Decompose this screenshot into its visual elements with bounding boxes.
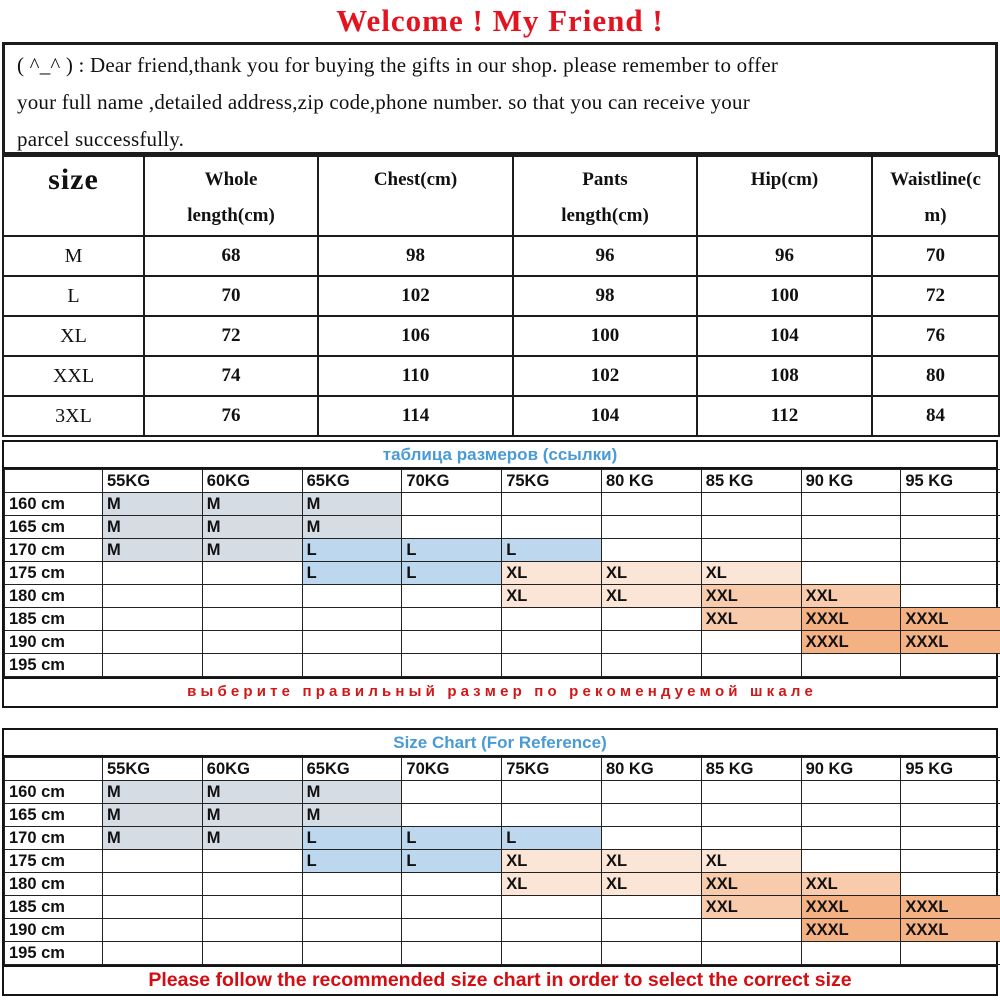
empty-cell: [801, 942, 901, 965]
height-label-cell: 190 cm: [5, 919, 103, 942]
size-value-cell: 70: [872, 236, 999, 276]
height-label-cell: 160 cm: [5, 493, 103, 516]
size-value-cell: 114: [318, 396, 513, 436]
empty-cell: [801, 781, 901, 804]
recommended-size-cell: XL: [502, 850, 602, 873]
size-value-cell: 104: [697, 316, 872, 356]
empty-cell: [601, 896, 701, 919]
height-label-cell: 180 cm: [5, 585, 103, 608]
size-table-row: [3, 236, 999, 276]
empty-cell: [601, 608, 701, 631]
recommended-size-cell: L: [502, 539, 602, 562]
size-value-cell: 98: [318, 236, 513, 276]
size-value-cell: 98: [513, 276, 697, 316]
empty-cell: [601, 781, 701, 804]
empty-cell: [701, 804, 801, 827]
greeting-line: ( ^_^ ) : Dear friend,thank you for buying the gifts in our shop. please remember to offer: [17, 53, 779, 77]
size-value-cell: 104: [513, 396, 697, 436]
height-row: [5, 654, 1000, 677]
recommended-size-cell: XL: [502, 873, 602, 896]
recommended-size-cell: XXXL: [901, 608, 1000, 631]
empty-cell: [601, 631, 701, 654]
empty-cell: [202, 654, 302, 677]
empty-cell: [402, 631, 502, 654]
weight-header-cell: 95 KG: [901, 470, 1000, 493]
empty-cell: [402, 919, 502, 942]
empty-cell: [601, 516, 701, 539]
empty-cell: [901, 585, 1000, 608]
size-value-cell: 76: [144, 396, 318, 436]
recommended-size-cell: XXL: [701, 896, 801, 919]
size-label-cell: 3XL: [3, 396, 144, 436]
empty-cell: [402, 804, 502, 827]
recommended-size-cell: L: [302, 539, 402, 562]
recommended-size-cell: M: [103, 516, 203, 539]
empty-cell: [701, 539, 801, 562]
empty-cell: [502, 781, 602, 804]
recommended-size-cell: L: [302, 562, 402, 585]
height-label-cell: 160 cm: [5, 781, 103, 804]
weight-header-cell: 55KG: [103, 470, 203, 493]
empty-cell: [202, 562, 302, 585]
empty-cell: [103, 562, 203, 585]
empty-cell: [901, 942, 1000, 965]
size-value-cell: 74: [144, 356, 318, 396]
size-value-cell: 102: [318, 276, 513, 316]
empty-cell: [402, 608, 502, 631]
empty-cell: [801, 827, 901, 850]
empty-cell: [202, 608, 302, 631]
height-row: [5, 850, 1000, 873]
recommended-size-cell: XXL: [701, 585, 801, 608]
weight-header-cell: 65KG: [302, 470, 402, 493]
empty-cell: [901, 516, 1000, 539]
recommended-size-cell: M: [202, 827, 302, 850]
weight-header-cell: 70KG: [402, 758, 502, 781]
weight-header-cell: 65KG: [302, 758, 402, 781]
empty-cell: [601, 827, 701, 850]
recommended-size-cell: M: [302, 516, 402, 539]
size-chart-english-title: Size Chart (For Reference): [4, 730, 996, 757]
weight-header-cell: 60KG: [202, 470, 302, 493]
height-row: [5, 493, 1000, 516]
recommended-size-cell: L: [402, 539, 502, 562]
size-value-cell: 70: [144, 276, 318, 316]
recommended-size-cell: M: [302, 804, 402, 827]
height-label-cell: 170 cm: [5, 539, 103, 562]
empty-cell: [103, 585, 203, 608]
height-row: [5, 827, 1000, 850]
size-value-cell: 72: [144, 316, 318, 356]
empty-cell: [202, 850, 302, 873]
empty-cell: [103, 631, 203, 654]
empty-cell: [103, 850, 203, 873]
recommended-size-cell: M: [103, 827, 203, 850]
greeting-box: [2, 42, 998, 155]
empty-cell: [901, 493, 1000, 516]
empty-cell: [901, 804, 1000, 827]
size-label-cell: M: [3, 236, 144, 276]
weight-header-cell: 90 KG: [801, 758, 901, 781]
empty-cell: [502, 919, 602, 942]
height-row: [5, 516, 1000, 539]
empty-cell: [103, 919, 203, 942]
size-chart-russian-grid: [4, 469, 1000, 677]
size-label-cell: XL: [3, 316, 144, 356]
recommended-size-cell: M: [202, 516, 302, 539]
recommended-size-cell: L: [302, 850, 402, 873]
size-chart-russian-title: таблица размеров (ссылки): [4, 442, 996, 469]
empty-cell: [801, 539, 901, 562]
empty-cell: [701, 781, 801, 804]
height-label-cell: 165 cm: [5, 804, 103, 827]
empty-cell: [302, 873, 402, 896]
empty-cell: [402, 896, 502, 919]
size-measurements-table: [2, 155, 1000, 437]
recommended-size-cell: L: [502, 827, 602, 850]
height-label-cell: 185 cm: [5, 608, 103, 631]
height-label-cell: 190 cm: [5, 631, 103, 654]
empty-cell: [901, 562, 1000, 585]
recommended-size-cell: M: [202, 781, 302, 804]
recommended-size-cell: XXXL: [901, 919, 1000, 942]
size-table-column-header: Whole length(cm): [144, 156, 318, 236]
height-row: [5, 942, 1000, 965]
size-table-column-header: Waistline(c m): [872, 156, 999, 236]
empty-cell: [502, 654, 602, 677]
empty-cell: [402, 654, 502, 677]
size-value-cell: 80: [872, 356, 999, 396]
recommended-size-cell: XXXL: [801, 896, 901, 919]
weight-header-cell: 95 KG: [901, 758, 1000, 781]
size-value-cell: 108: [697, 356, 872, 396]
size-value-cell: 84: [872, 396, 999, 436]
empty-cell: [202, 585, 302, 608]
size-value-cell: 96: [513, 236, 697, 276]
recommended-size-cell: M: [302, 781, 402, 804]
recommended-size-cell: M: [103, 804, 203, 827]
size-value-cell: 102: [513, 356, 697, 396]
size-value-cell: 110: [318, 356, 513, 396]
empty-cell: [302, 896, 402, 919]
size-value-cell: 96: [697, 236, 872, 276]
height-row: [5, 896, 1000, 919]
recommended-size-cell: XL: [502, 562, 602, 585]
recommended-size-cell: XL: [601, 585, 701, 608]
empty-cell: [801, 493, 901, 516]
empty-cell: [302, 919, 402, 942]
empty-cell: [601, 919, 701, 942]
recommended-size-cell: L: [402, 827, 502, 850]
size-value-cell: 100: [513, 316, 697, 356]
recommended-size-cell: XXXL: [901, 631, 1000, 654]
empty-cell: [701, 493, 801, 516]
empty-cell: [901, 850, 1000, 873]
size-chart-english-footer: Please follow the recommended size chart in order to select the correct size: [4, 965, 996, 994]
empty-cell: [202, 919, 302, 942]
empty-cell: [302, 631, 402, 654]
height-label-cell: 170 cm: [5, 827, 103, 850]
size-table-row: [3, 276, 999, 316]
greeting-line: parcel successfully.: [17, 127, 185, 151]
size-label-cell: L: [3, 276, 144, 316]
size-chart-russian-footer: в ы б е р и т е п р а в и л ь н ы й р а з м е р п о р е к о м е н д у е м о й ш к а л е: [4, 677, 996, 706]
weight-header-cell: [5, 758, 103, 781]
recommended-size-cell: M: [202, 539, 302, 562]
size-table-row: [3, 396, 999, 436]
empty-cell: [601, 654, 701, 677]
size-value-cell: 100: [697, 276, 872, 316]
recommended-size-cell: M: [202, 493, 302, 516]
size-value-cell: 68: [144, 236, 318, 276]
height-label-cell: 175 cm: [5, 562, 103, 585]
empty-cell: [402, 516, 502, 539]
empty-cell: [302, 608, 402, 631]
weight-header-cell: 90 KG: [801, 470, 901, 493]
empty-cell: [302, 585, 402, 608]
empty-cell: [801, 850, 901, 873]
size-chart-english: [2, 728, 998, 996]
size-value-cell: 72: [872, 276, 999, 316]
height-row: [5, 781, 1000, 804]
size-table-column-header: Hip(cm): [697, 156, 872, 236]
recommended-size-cell: XXL: [701, 873, 801, 896]
size-value-cell: 106: [318, 316, 513, 356]
empty-cell: [502, 896, 602, 919]
height-row: [5, 608, 1000, 631]
weight-header-row: [5, 470, 1000, 493]
height-row: [5, 562, 1000, 585]
recommended-size-cell: XXXL: [901, 896, 1000, 919]
size-table-row: [3, 356, 999, 396]
empty-cell: [701, 942, 801, 965]
recommended-size-cell: XXL: [701, 608, 801, 631]
empty-cell: [701, 919, 801, 942]
empty-cell: [202, 896, 302, 919]
empty-cell: [302, 654, 402, 677]
height-label-cell: 185 cm: [5, 896, 103, 919]
weight-header-cell: 55KG: [103, 758, 203, 781]
empty-cell: [103, 654, 203, 677]
empty-cell: [402, 585, 502, 608]
recommended-size-cell: XL: [701, 562, 801, 585]
empty-cell: [103, 873, 203, 896]
height-label-cell: 165 cm: [5, 516, 103, 539]
empty-cell: [901, 539, 1000, 562]
size-chart-english-grid: [4, 757, 1000, 965]
height-row: [5, 919, 1000, 942]
recommended-size-cell: M: [202, 804, 302, 827]
recommended-size-cell: L: [302, 827, 402, 850]
recommended-size-cell: XL: [502, 585, 602, 608]
weight-header-row: [5, 758, 1000, 781]
height-label-cell: 180 cm: [5, 873, 103, 896]
recommended-size-cell: M: [103, 781, 203, 804]
empty-cell: [801, 804, 901, 827]
size-chart-russian: [2, 440, 998, 708]
height-row: [5, 873, 1000, 896]
weight-header-cell: 85 KG: [701, 470, 801, 493]
empty-cell: [801, 654, 901, 677]
empty-cell: [801, 516, 901, 539]
empty-cell: [202, 942, 302, 965]
recommended-size-cell: XXXL: [801, 631, 901, 654]
recommended-size-cell: XXL: [801, 585, 901, 608]
height-label-cell: 195 cm: [5, 942, 103, 965]
size-table-row: [3, 316, 999, 356]
empty-cell: [701, 516, 801, 539]
empty-cell: [402, 942, 502, 965]
height-row: [5, 539, 1000, 562]
weight-header-cell: 80 KG: [601, 758, 701, 781]
empty-cell: [302, 942, 402, 965]
empty-cell: [502, 804, 602, 827]
recommended-size-cell: XL: [601, 850, 701, 873]
empty-cell: [901, 654, 1000, 677]
empty-cell: [202, 631, 302, 654]
empty-cell: [402, 781, 502, 804]
empty-cell: [701, 654, 801, 677]
recommended-size-cell: XL: [601, 562, 701, 585]
empty-cell: [601, 539, 701, 562]
empty-cell: [502, 631, 602, 654]
weight-header-cell: 70KG: [402, 470, 502, 493]
empty-cell: [502, 608, 602, 631]
empty-cell: [901, 827, 1000, 850]
empty-cell: [502, 516, 602, 539]
height-label-cell: 175 cm: [5, 850, 103, 873]
size-label-cell: XXL: [3, 356, 144, 396]
recommended-size-cell: XXXL: [801, 919, 901, 942]
recommended-size-cell: L: [402, 850, 502, 873]
height-row: [5, 585, 1000, 608]
recommended-size-cell: XXL: [801, 873, 901, 896]
recommended-size-cell: XXXL: [801, 608, 901, 631]
empty-cell: [402, 873, 502, 896]
empty-cell: [701, 631, 801, 654]
recommended-size-cell: M: [302, 493, 402, 516]
weight-header-cell: 85 KG: [701, 758, 801, 781]
empty-cell: [103, 896, 203, 919]
height-label-cell: 195 cm: [5, 654, 103, 677]
weight-header-cell: 75KG: [502, 470, 602, 493]
recommended-size-cell: XL: [701, 850, 801, 873]
empty-cell: [801, 562, 901, 585]
height-row: [5, 804, 1000, 827]
empty-cell: [601, 804, 701, 827]
size-table-body: [3, 236, 999, 436]
height-row: [5, 631, 1000, 654]
weight-header-cell: 75KG: [502, 758, 602, 781]
empty-cell: [502, 942, 602, 965]
weight-header-cell: 80 KG: [601, 470, 701, 493]
empty-cell: [701, 827, 801, 850]
recommended-size-cell: M: [103, 539, 203, 562]
recommended-size-cell: XL: [601, 873, 701, 896]
weight-header-cell: [5, 470, 103, 493]
size-table-column-header: Chest(cm): [318, 156, 513, 236]
page-title: Welcome ! My Friend !: [336, 3, 664, 38]
size-table-column-header: size: [3, 156, 144, 236]
size-value-cell: 76: [872, 316, 999, 356]
recommended-size-cell: L: [402, 562, 502, 585]
empty-cell: [901, 873, 1000, 896]
empty-cell: [901, 781, 1000, 804]
size-table-head: [3, 156, 999, 236]
greeting-line: your full name ,detailed address,zip code,phone number. so that you can receive your: [17, 90, 750, 114]
size-value-cell: 112: [697, 396, 872, 436]
empty-cell: [402, 493, 502, 516]
recommended-size-cell: M: [103, 493, 203, 516]
size-table-column-header: Pants length(cm): [513, 156, 697, 236]
empty-cell: [601, 493, 701, 516]
weight-header-cell: 60KG: [202, 758, 302, 781]
empty-cell: [103, 608, 203, 631]
empty-cell: [502, 493, 602, 516]
empty-cell: [601, 942, 701, 965]
empty-cell: [202, 873, 302, 896]
empty-cell: [103, 942, 203, 965]
